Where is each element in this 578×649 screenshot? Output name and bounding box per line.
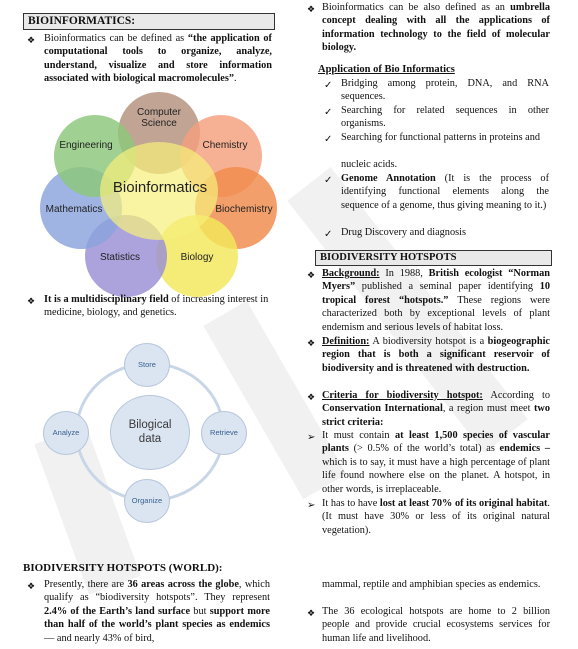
bioinformatics-venn-diagram [30,90,280,295]
label-computer-science: Computer Science [137,107,181,129]
label-engineering: Engineering [59,140,113,151]
diamond-icon: ❖ [307,4,316,14]
label-biology: Biology [180,252,214,263]
world-hotspots-paragraph-2: The 36 ecological hotspots are home to 2 billion people and provide crucial ecosystems services for human life and livelihood. [322,606,550,644]
app-item-1: Bridging among protein, DNA, and RNA sequences. [341,78,549,103]
diamond-icon: ❖ [307,392,316,402]
bioinformatics-heading: BIOINFORMATICS: [23,13,275,30]
applications-heading: Application of Bio Informatics [318,64,455,75]
label-biochemistry: Biochemistry [215,204,273,215]
cycle-center: Bilogical data [110,395,190,470]
label-mathematics: Mathematics [45,204,103,215]
multidisciplinary-paragraph: It is a multidisciplinary field of increasing interest in medicine, biology, and genetics. [44,294,269,319]
app-item-4: Genome Annotation (It is the process of identifying functional elements along the sequence of a genome, thus giving meaning to it.) [341,173,550,211]
app-item-2: Searching for related sequences in other organisms. [341,105,549,130]
app-item-5: Drug Discovery and diagnosis [341,227,466,238]
world-hotspots-heading: BIODIVERSITY HOTSPOTS (WORLD): [23,562,223,574]
diamond-icon: ❖ [307,270,316,280]
world-hotspots-paragraph: Presently, there are 36 areas across the globe, which qualify as “biodiversity hotspots”. They represent 2.4% of the Earth’s land surface but support more than half of the world’s plant species as endemics — and nearly 43% of bird, [44,579,271,644]
cycle-node-retrieve: Retrieve [201,411,247,455]
app-item-3-cont: nucleic acids. [341,159,398,170]
diamond-icon: ❖ [307,338,316,348]
cycle-node-store: Store [124,343,170,387]
label-statistics: Statistics [99,252,140,263]
arrow-icon: ➢ [307,500,316,511]
diamond-icon: ❖ [27,35,36,45]
check-icon: ✓ [324,107,333,118]
hotspots-heading: BIODIVERSITY HOTSPOTS [315,250,552,266]
criteria-paragraph: Criteria for biodiversity hotspot: According to Conservation International, a region must meet two strict criteria: [322,390,550,428]
criterion-2: It has to have lost at least 70% of its original habitat. (It must have 30% or less of its original natural vegetation). [322,498,550,536]
check-icon: ✓ [324,175,333,186]
world-hotspots-continued: mammal, reptile and amphibian species as endemics. [322,579,541,590]
arrow-icon: ➢ [307,432,316,443]
check-icon: ✓ [324,229,333,240]
diamond-icon: ❖ [27,581,36,591]
background-paragraph: Background: In 1988, British ecologist “Norman Myers” published a seminal paper identifying 10 tropical forest “hotspots.” These regions were characterized both by exceptional levels of plant endemism and serious levels of habitat loss. [322,268,550,333]
check-icon: ✓ [324,80,333,91]
app-item-3: Searching for functional patterns in proteins and [341,132,541,143]
definition-paragraph: Bioinformatics can be defined as “the application of computational tools to organize, analyze, understand, visualize and store information associated with biological macromolecules”. [44,33,272,85]
check-icon: ✓ [324,134,333,145]
cycle-node-organize: Organize [124,479,170,523]
umbrella-paragraph: Bioinformatics can be also defined as an umbrella concept dealing with all the applications of information technology to the field of molecular biology. [322,2,550,54]
diamond-icon: ❖ [307,608,316,618]
criterion-1: It must contain at least 1,500 species of vascular plants (> 0.5% of the world’s total) as endemics – which is to say, it must have a high percentage of plant life found nowhere else on the planet. A hotspot, in other words, is irreplaceable. [322,430,550,495]
label-chemistry: Chemistry [202,140,248,151]
cycle-node-analyze: Analyze [43,411,89,455]
diamond-icon: ❖ [27,296,36,306]
biological-data-cycle-diagram [35,340,270,525]
venn-center-label: Bioinformatics [112,179,208,196]
definition-hotspot-paragraph: Definition: A biodiversity hotspot is a biogeographic region that is both a significant reservoir of biodiversity and is threatened with destruction. [322,336,550,374]
